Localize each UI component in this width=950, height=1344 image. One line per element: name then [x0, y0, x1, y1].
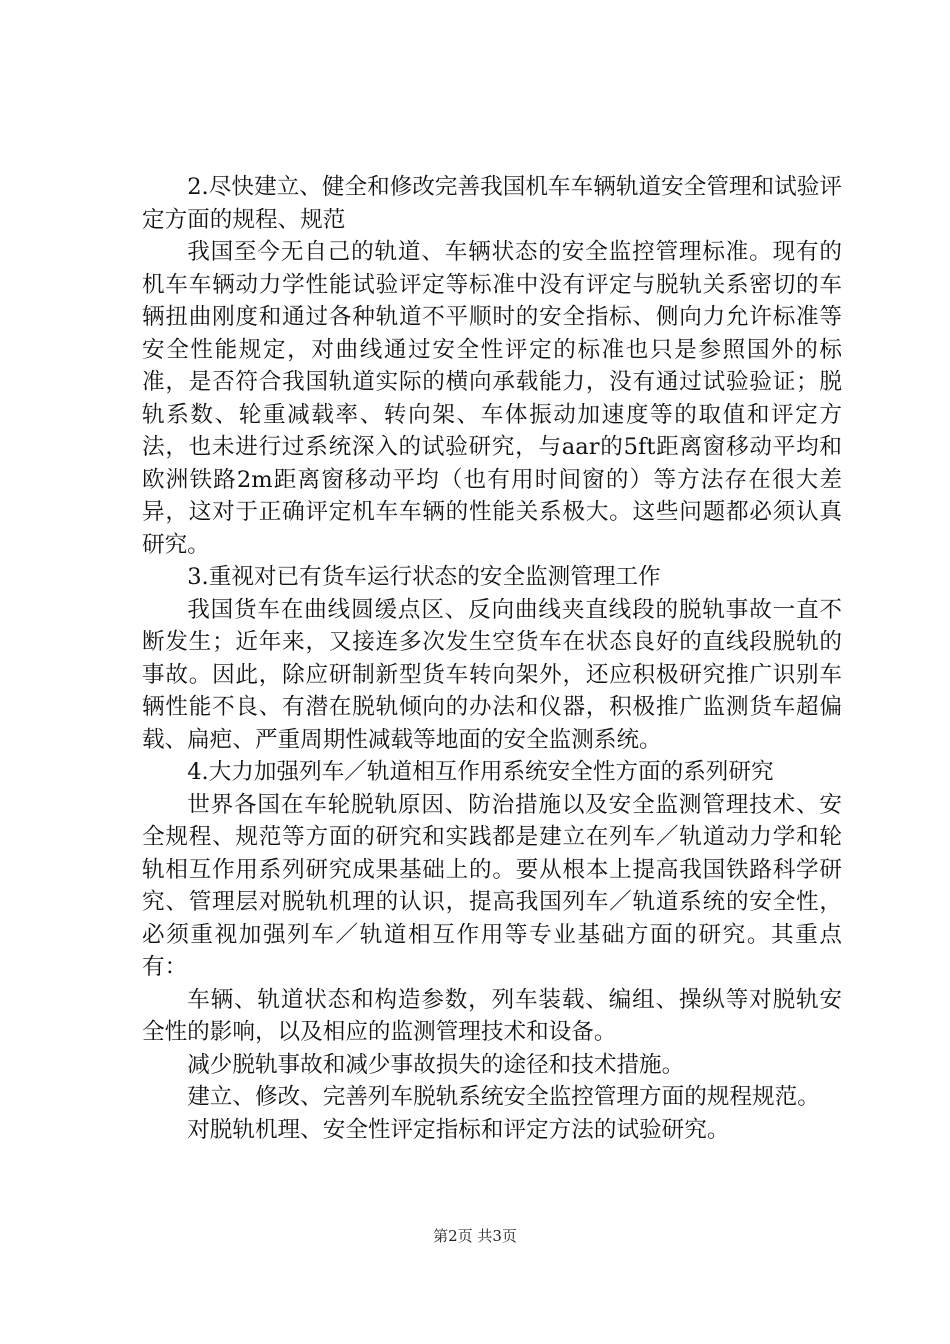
section-heading-4: 4.大力加强列车／轨道相互作用系统安全性方面的系列研究 [187, 759, 774, 785]
section-heading-3: 3.重视对已有货车运行状态的安全监测管理工作 [187, 564, 661, 590]
paragraph: 我国至今无自己的轨道、车辆状态的安全监控管理标准。现有的机车车辆动力学性能试验评定等标准中没有评定与脱轨关系密切的车辆扭曲刚度和通过各种轨道不平顺时的安全指标、侧向力允许标准等安全性能规定，对曲线通过安全性评定的标准也只是参照国外的标准，是否符合我国轨道实际的横向承载能力，没有通过试验验证；脱轨系数、轮重减载率、转向架、车体振动加速度等的取值和评定方法，也未进行过系统深入的试验研究，与aar的5ft距离窗移动平均和欧洲铁路2m距离窗移动平均（也有用时间窗的）等方法存在很大差异，这对于正确评定机车车辆的性能关系极大。这些问题都必须认真研究。 [142, 239, 842, 558]
paragraph: 我国货车在曲线圆缓点区、反向曲线夹直线段的脱轨事故一直不断发生；近年来，又接连多次发生空货车在状态良好的直线段脱轨的事故。因此，除应研制新型货车转向架外，还应积极研究推广识别车辆性能不良、有潜在脱轨倾向的办法和仪器，积极推广监测货车超偏载、扁疤、严重周期性减载等地面的安全监测系统。 [142, 596, 842, 753]
section-heading-2: 2.尽快建立、健全和修改完善我国机车车辆轨道安全管理和试验评定方面的规程、规范 [142, 174, 842, 233]
paragraph: 车辆、轨道状态和构造参数，列车装载、编组、操纵等对脱轨安全性的影响，以及相应的监测管理技术和设备。 [142, 986, 842, 1045]
paragraph: 对脱轨机理、安全性评定指标和评定方法的试验研究。 [187, 1116, 730, 1143]
paragraph: 减少脱轨事故和减少事故损失的途径和技术措施。 [187, 1051, 685, 1078]
paragraph: 建立、修改、完善列车脱轨系统安全监控管理方面的规程规范。 [187, 1084, 820, 1110]
page-footer: 第2页 共3页 [433, 1227, 517, 1245]
document-body [142, 171, 842, 1146]
paragraph: 世界各国在车轮脱轨原因、防治措施以及安全监测管理技术、安全规程、规范等方面的研究和实践都是建立在列车／轨道动力学和轮轨相互作用系列研究成果基础上的。要从根本上提高我国铁路科学研究、管理层对脱轨机理的认识，提高我国列车／轨道系统的安全性，必须重视加强列车／轨道相互作用等专业基础方面的研究。其重点有： [142, 791, 842, 980]
